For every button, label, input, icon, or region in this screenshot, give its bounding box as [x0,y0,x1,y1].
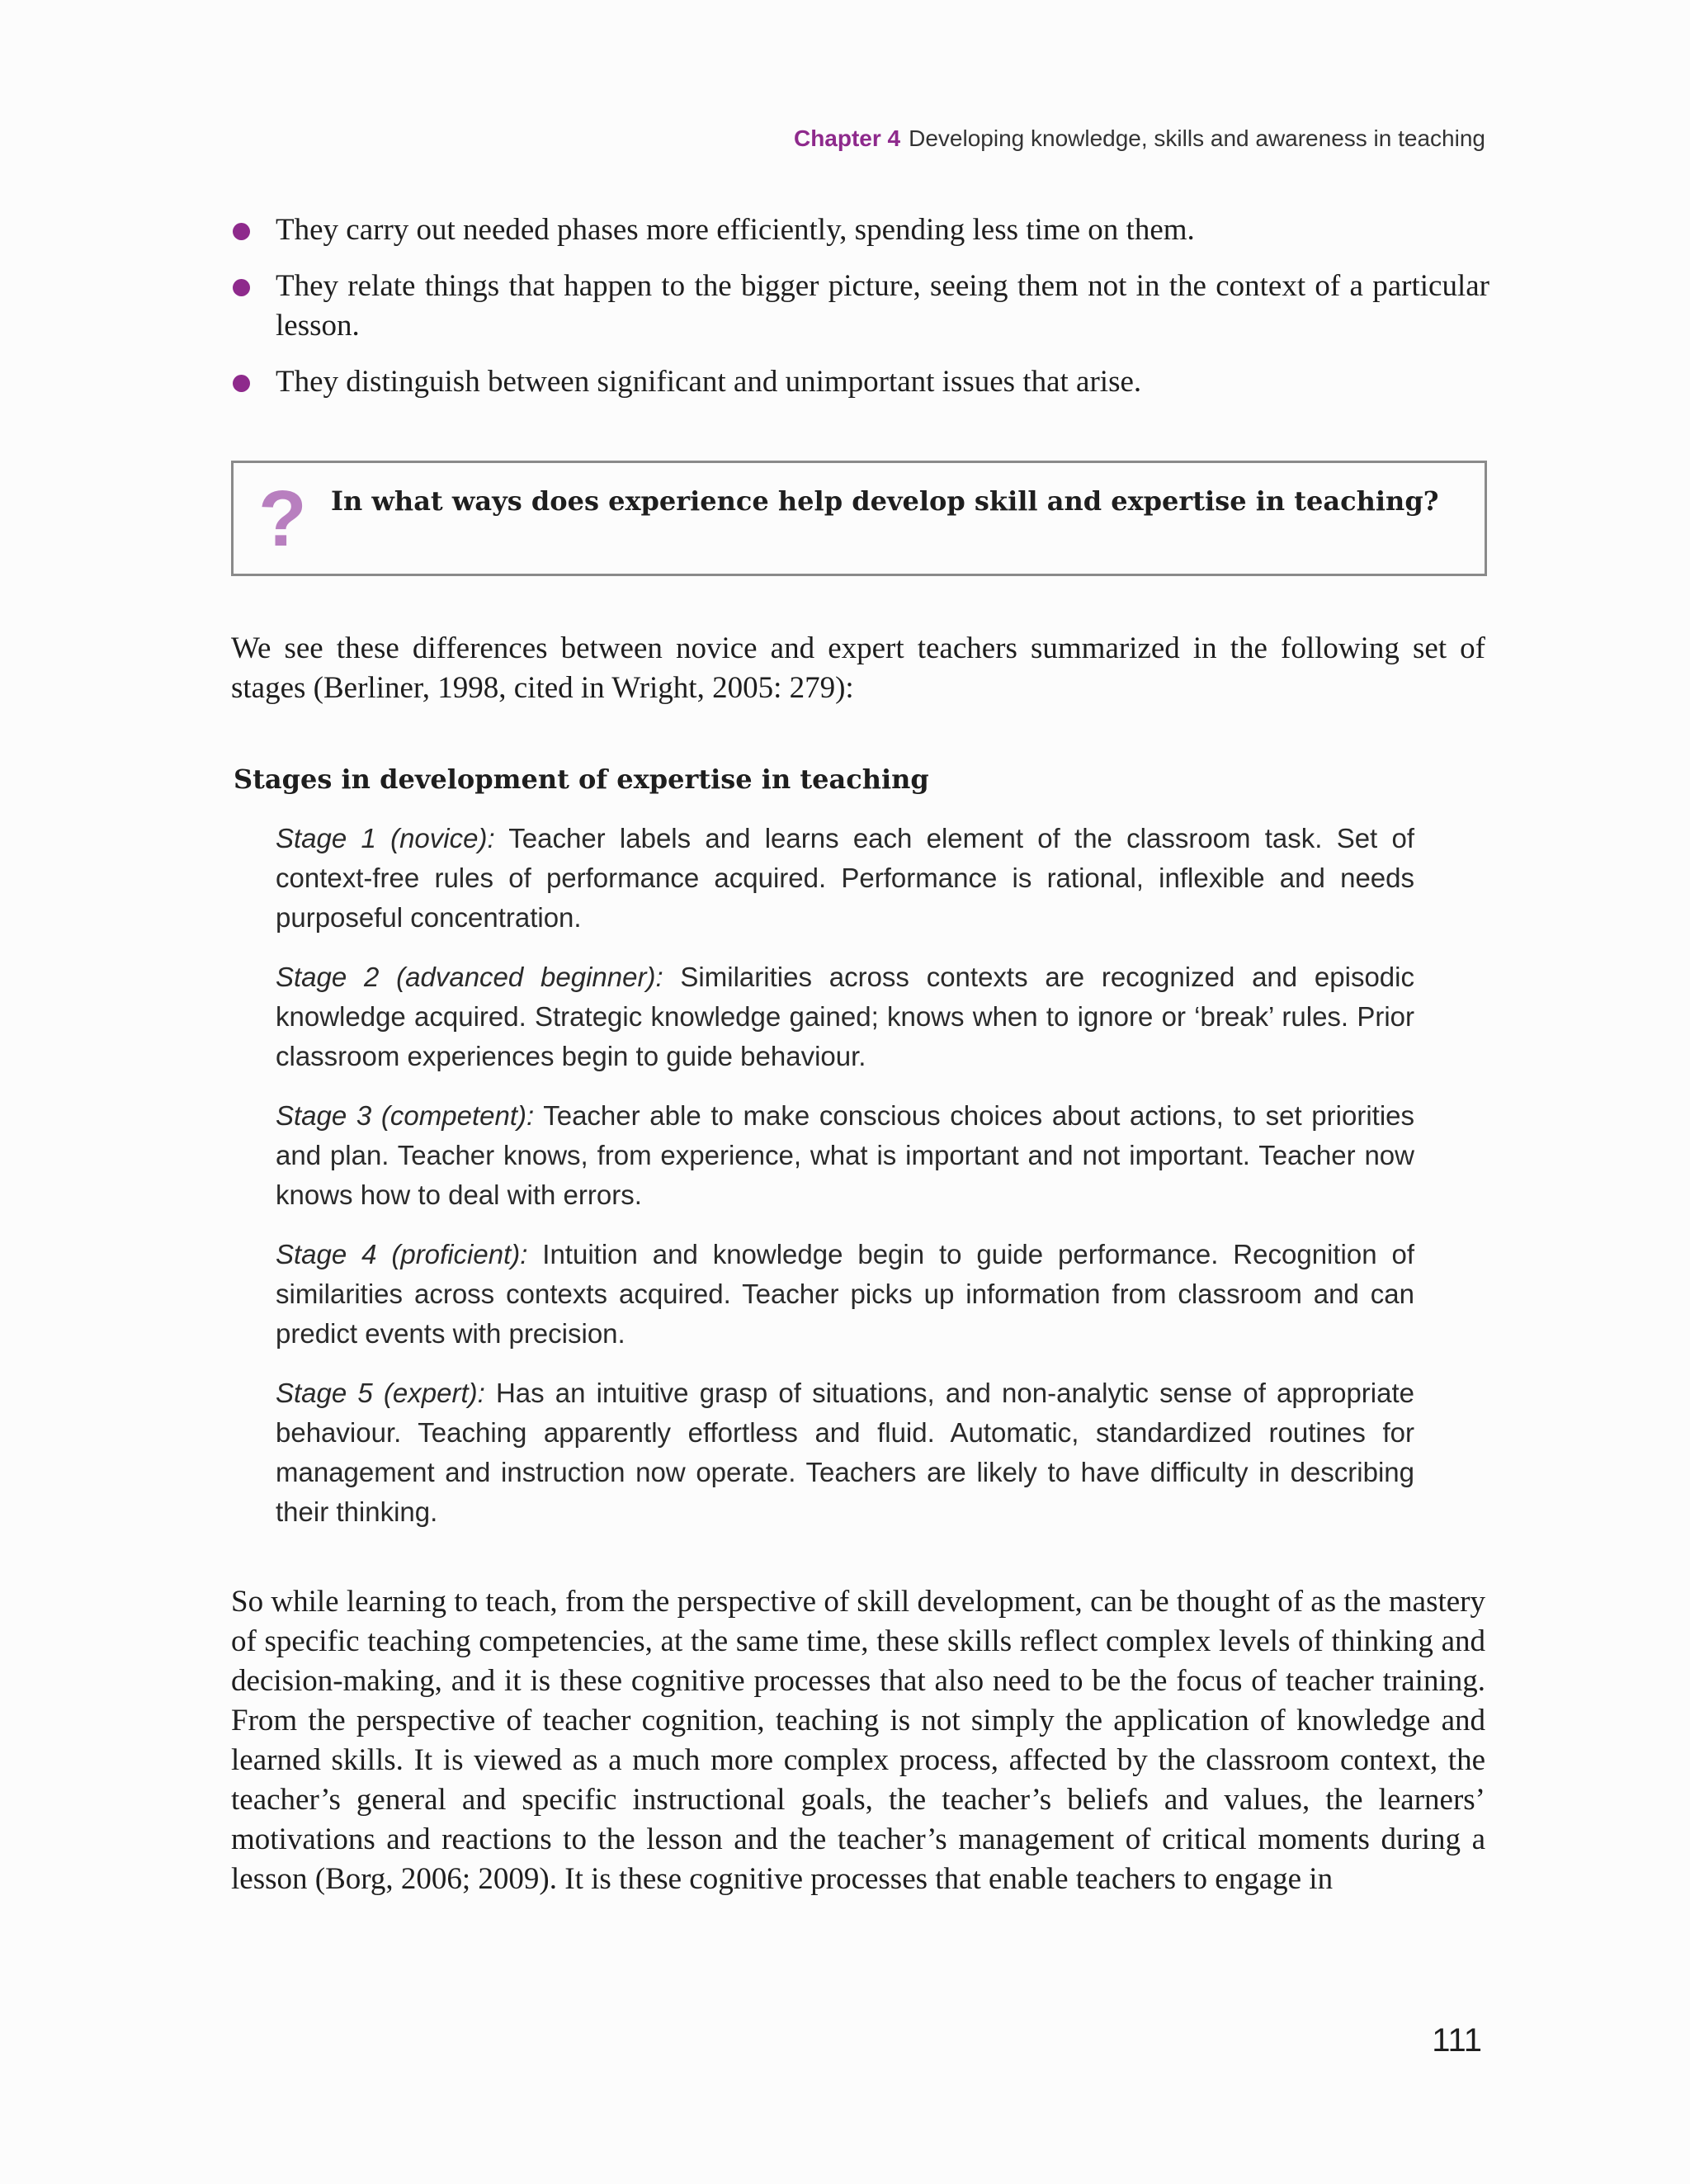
bullet-dot-icon [233,279,250,296]
stage-description: Has an intuitive grasp of situations, and non-analytic sense of appropriate behaviour. Teaching apparently effortless and fluid. Automatic, standardized routines for management and instruction now operate. Teachers are likely to have difficulty in describing their thinking. [276,1378,1414,1527]
stage-item [276,1096,1414,1215]
stage-label: Stage 3 (competent): [276,1100,535,1131]
page-number: 111 [1432,2022,1482,2059]
bullet-text: They carry out needed phases more efficiently, spending less time on them. [276,213,1195,247]
question-mark-icon: ? [258,475,307,563]
stage-description: Intuition and knowledge begin to guide performance. Recognition of similarities across contexts acquired. Teacher picks up information from classroom and can predict events with precision. [276,1239,1414,1349]
stage-description: Teacher labels and learns each element of the classroom task. Set of context-free rules of performance acquired. Performance is rational, inflexible and needs purposeful concentration. [276,823,1414,933]
stage-item [276,819,1414,938]
reflection-question-box [231,461,1487,576]
stage-item [276,957,1414,1076]
stages-list [276,819,1414,1552]
bullet-text: They distinguish between significant and unimportant issues that arise. [276,365,1142,399]
bullet-text: They relate things that happen to the bigger picture, seeing them not in the context of a particular lesson. [276,269,1489,343]
bullet-item [231,362,1489,402]
stage-label: Stage 1 (novice): [276,823,495,853]
running-header [231,125,1485,152]
stage-description: Similarities across contexts are recognized and episodic knowledge acquired. Strategic knowledge gained; knows when to ignore or ‘break’ rules. Prior classroom experiences begin to guide behaviour. [276,962,1414,1071]
bullet-list [231,210,1489,418]
chapter-title: Developing knowledge, skills and awareness in teaching [909,125,1485,151]
intro-paragraph: We see these differences between novice and expert teachers summarized in the following set of stages (Berliner, 1998, cited in Wright, 2005: 279): [231,631,1485,705]
chapter-label: Chapter 4 [793,125,901,151]
stage-item [276,1235,1414,1354]
bullet-dot-icon [233,223,250,240]
closing-paragraph: So while learning to teach, from the perspective of skill development, can be thought of as the mastery of specific teaching competencies, at the same time, these skills reflect complex levels of thinking and decision-making, and it is these cognitive processes that also need to be the focus of teacher training. From the perspective of teacher cognition, teaching is not simply the application of knowledge and learned skills. It is viewed as a much more complex process, affected by the classroom context, the teacher’s general and specific instructional goals, the teacher’s beliefs and values, the learners’ motivations and reactions to the lesson and the teacher’s management of critical moments during a lesson (Borg, 2006; 2009). It is these cognitive processes that enable teachers to engage in [231,1585,1485,1896]
stage-label: Stage 4 (proficient): [276,1239,528,1269]
bullet-item [231,210,1489,250]
stage-label: Stage 2 (advanced beginner): [276,962,663,992]
bullet-item [231,267,1489,346]
stages-heading: Stages in development of expertise in teaching [234,763,929,795]
bullet-dot-icon [233,375,250,392]
reflection-question-text: In what ways does experience help develop skill and expertise in teaching? [331,485,1439,517]
stage-item [276,1373,1414,1532]
stage-description: Teacher able to make conscious choices about actions, to set priorities and plan. Teacher knows, from experience, what is important and not important. Teacher now knows how to deal with errors. [276,1100,1415,1210]
stage-label: Stage 5 (expert): [276,1378,485,1408]
